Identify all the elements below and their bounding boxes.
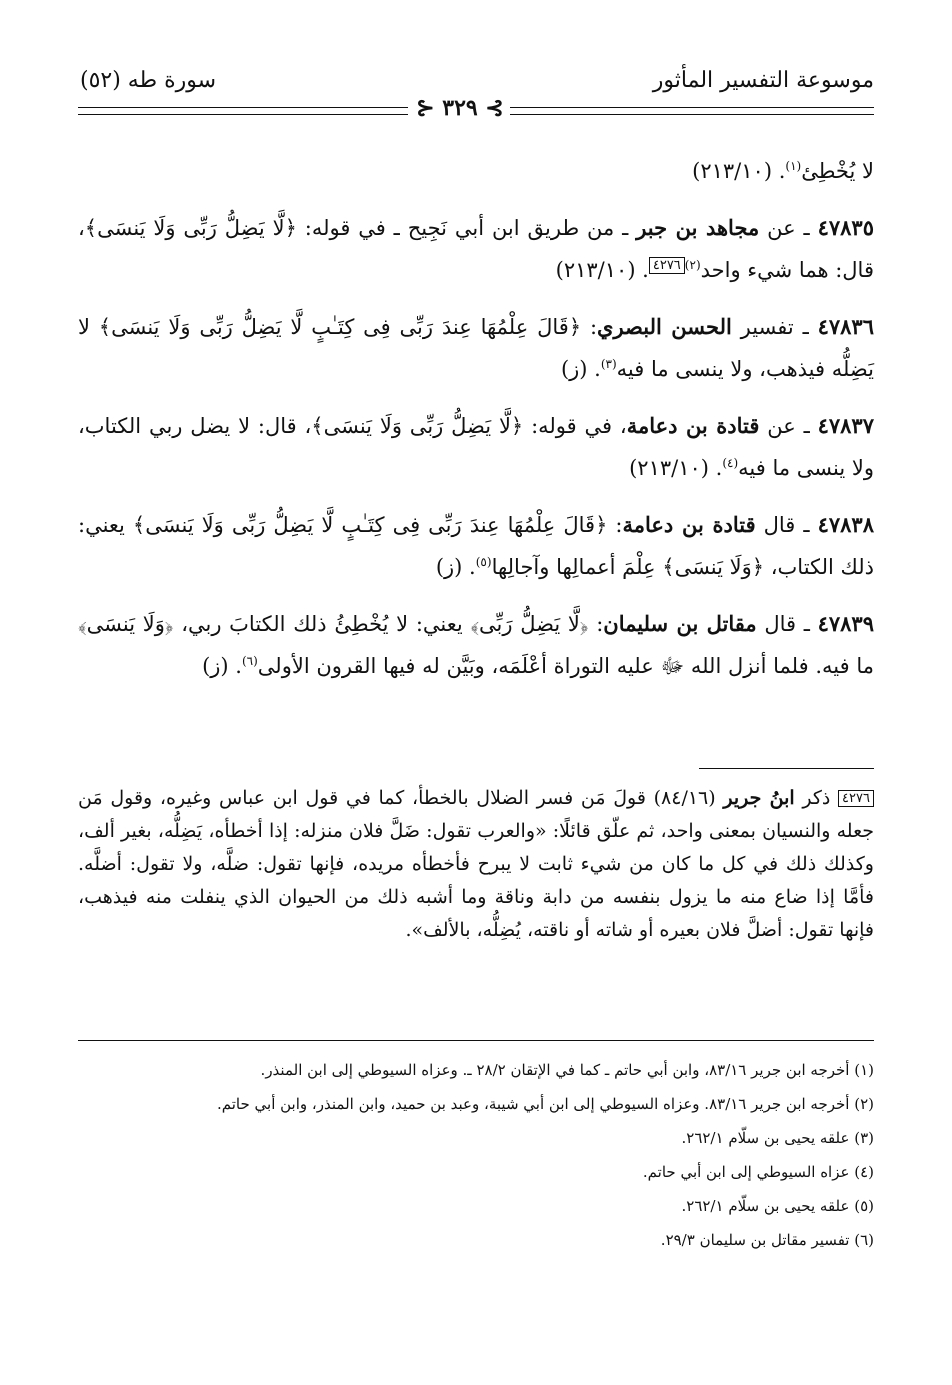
footnote-2: (٢) أخرجه ابن جرير ٨٣/١٦. وعزاه السيوطي إلى ابن أبي شيبة، وعبد بن حميد، وابن المنذر، وابن أبي حاتم. [216,1095,874,1113]
footnotes-divider [78,1040,874,1041]
narrator-name: قتادة بن دعامة [626,413,760,438]
footnote-ref: (٦) [241,654,258,668]
narration-body: : ﴿قَالَ عِلْمُهَا عِندَ رَبِّى فِى كِتَـٰبٍ لَّا يَضِلُّ رَبِّى وَلَا يَنسَى﴾ يعني: ذلك الكتاب، ﴿وَلَا يَنسَى﴾ عِلْمَ أعمالِها وآجالِها [78,513,874,579]
narration-lead: ـ عن [759,414,818,438]
commentary-intro: ذكر [794,787,839,809]
narrator-name: الحسن البصري [597,314,732,339]
footnote-3: (٣) علقه يحيى بن سلّام ٢٦٢/١. [681,1129,874,1147]
narration-source: . (٢١٣/١٠) [555,258,649,282]
commentary-number-box: ٤٢٧٦ [838,790,874,807]
narration-47837 [78,407,874,487]
page-number-ornament-right: ⊰ [485,95,504,121]
narration-47836 [78,308,874,388]
header-rule-left [78,107,408,115]
footnote-1: (١) أخرجه ابن جرير ٨٣/١٦، وابن أبي حاتم ـ كما في الإتقان ٢٨/٢ ـ. وعزاه السيوطي إلى ابن المنذر. [260,1061,874,1079]
narration-number: ٤٧٨٣٨ [817,512,874,537]
page-number: ٣٢٩ [442,95,478,121]
narration-number: ٤٧٨٣٥ [817,215,874,240]
narrator-name: مقاتل بن سليمان [603,611,757,636]
narration-47839 [78,605,874,685]
paragraph-tail: . (٢١٣/١٠) [692,159,786,183]
page-number-ornament-left: ⊱ [416,95,443,121]
footnotes [78,1056,874,1260]
surah-label: سورة طه (٥٢) [80,68,217,93]
narration-lead: ـ تفسير [731,315,818,339]
narration-source: . (ز) [435,555,476,579]
footnote-5: (٥) علقه يحيى بن سلّام ٢٦٢/١. [681,1197,874,1215]
narration-body: ، في قوله: ﴿لَّا يَضِلُّ رَبِّى وَلَا يَنسَى﴾، قال: لا يضل ربي الكتاب، ولا ينسى ما فيه [78,414,874,480]
narration-lead: ـ قال [755,513,818,537]
paragraph-continuation [78,148,874,190]
commentator-name: ابنُ جرير [723,787,795,809]
footnote-ref: (٣) [600,357,617,371]
footnote-ref: (٢) [684,258,701,272]
narration-body: : ﴿قَالَ عِلْمُهَا عِندَ رَبِّى فِى كِتَـٰبٍ لَّا يَضِلُّ رَبِّى وَلَا يَنسَى﴾ لا يَضِلُّه فيذهب، ولا ينسى ما فيه [78,315,874,381]
commentary-divider [699,768,874,769]
footnote-ref: (٥) [475,555,492,569]
narration-source: . (٢١٣/١٠) [629,456,723,480]
narration-47838 [78,506,874,586]
footnote-ref: (١) [785,159,802,173]
narration-lead: ـ قال [756,612,818,636]
narration-source: . (ز) [560,357,601,381]
narration-body: ـ من طريق ابن أبي نَجِيح ـ في قوله: ﴿لَّا يَضِلُّ رَبِّى وَلَا يَنسَى﴾، قال: هما شيء واحد [78,216,874,282]
footnote-ref: (٤) [722,456,739,470]
footnote-4: (٤) عزاه السيوطي إلى ابن أبي حاتم. [642,1163,874,1181]
paragraph-text: لا يُخْطِئ [801,159,874,183]
narration-47835 [78,209,874,289]
narrator-name: مجاهد بن جبر [636,215,760,240]
header-rule-right [510,107,874,115]
narrator-name: قتادة بن دعامة [622,512,756,537]
footnote-6: (٦) تفسير مقاتل بن سليمان ٢٩/٣. [660,1231,874,1249]
narration-body: : ﴿لَّا يَضِلُّ رَبِّى﴾ يعني: لا يُخْطِئُ ذلك الكتابَ ربي، ﴿وَلَا يَنسَى﴾ ما فيه. فلما أنزل الله ﷻ عليه التوراة أعْلَمَه، وبَيَّن له فيها القرون الأولى [78,612,874,678]
narration-lead: ـ عن [759,216,818,240]
commentary-note [78,782,874,947]
narration-number: ٤٧٨٣٩ [817,611,874,636]
main-text [78,148,874,704]
book-title: موسوعة التفسير المأثور [652,68,874,93]
commentary-ref-box: ٤٢٧٦ [649,257,685,274]
narration-number: ٤٧٨٣٦ [817,314,874,339]
header-rule [78,95,874,122]
narration-source: . (ز) [202,654,242,678]
commentary-text: (٨٤/١٦) قولَ مَن فسر الضلال بالخطأ، كما في قول ابن عباس وغيره، وقول مَن جعله والنسيان بمعنى واحد، ثم علّق قائلًا: «والعرب تقول: ضَلَّ فلان منزله: إذا أخطأه، يَضِلُّه، بغير ألف، وكذلك ذلك في كل ما كان من شيء ثابت لا يبرح فأخطأه مريده، فإنها تقول: ضلَّه، ولا تقول: أضلَّه. فأمَّا إذا ضاع منه ما يزول بنفسه من دابة وناقة وما أشبه ذلك من الحيوان الذي ينفلت منه فيذهب، فإنها تقول: أضلَّ فلان بعيره أو شاته أو ناقته، يُضِلُّه، بالألف». [78,787,874,941]
narration-number: ٤٧٨٣٧ [817,413,874,438]
